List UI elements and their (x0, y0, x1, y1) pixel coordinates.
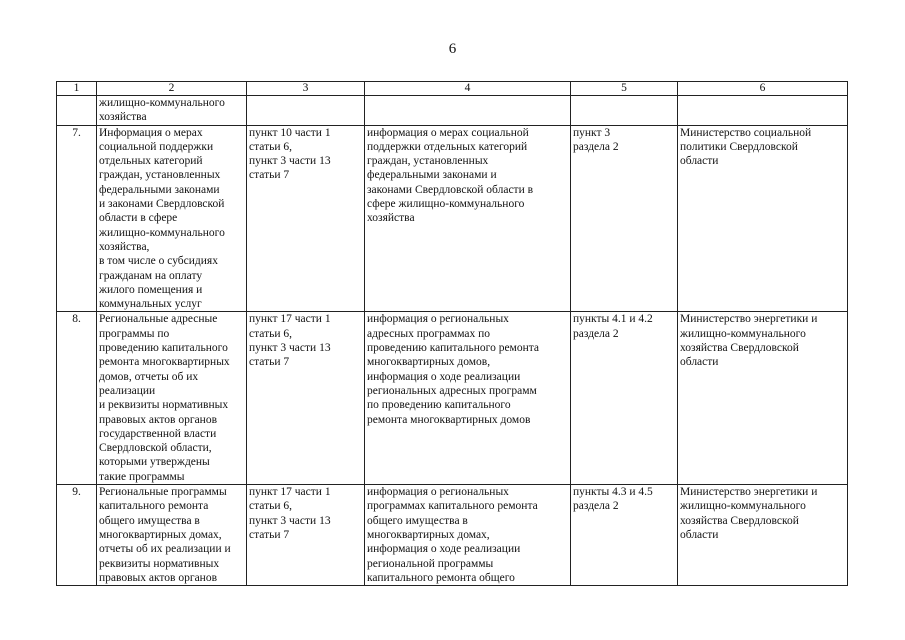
cell-legal-basis: пункт 10 части 1 статьи 6, пункт 3 части 13 статьи 7 (247, 125, 365, 312)
column-header: 6 (678, 82, 848, 96)
cell-information-name: Региональные программы капитального ремонта общего имущества в многоквартирных домах, отчеты об их реализации и реквизиты нормативных правовых актов органов (97, 485, 247, 586)
cell-responsible-body (678, 96, 848, 126)
cell-information-name: Региональные адресные программы по проведению капитального ремонта многоквартирных домов, отчеты об их реализации и реквизиты нормативных правовых актов органов государственной власти Свердловской области, которыми утверждены такие программы (97, 312, 247, 485)
cell-information-content: информация о мерах социальной поддержки отдельных категорий граждан, установленных федеральными законами и законами Свердловской области в сфере жилищно-коммунального хозяйства (365, 125, 571, 312)
column-header: 2 (97, 82, 247, 96)
cell-section (571, 96, 678, 126)
row-number: 8. (57, 312, 97, 485)
cell-information-content: информация о региональных адресных программах по проведению капитального ремонта многоквартирных домов, информация о ходе реализации региональных адресных программ по проведению капитального ремонта многоквартирных домов (365, 312, 571, 485)
table-row (57, 125, 848, 312)
cell-information-content (365, 96, 571, 126)
cell-section: пункт 3 раздела 2 (571, 125, 678, 312)
cell-section: пункты 4.3 и 4.5 раздела 2 (571, 485, 678, 586)
cell-information-name: Информация о мерах социальной поддержки отдельных категорий граждан, установленных федеральными законами и законами Свердловской области в сфере жилищно-коммунального хозяйства, в том числе о субсидиях гражданам на оплату жилого помещения и коммунальных услуг (97, 125, 247, 312)
row-number: 7. (57, 125, 97, 312)
cell-legal-basis: пункт 17 части 1 статьи 6, пункт 3 части 13 статьи 7 (247, 485, 365, 586)
cell-responsible-body: Министерство социальной политики Свердловской области (678, 125, 848, 312)
table-row (57, 312, 848, 485)
row-number (57, 96, 97, 126)
column-header: 4 (365, 82, 571, 96)
cell-legal-basis (247, 96, 365, 126)
table-row (57, 485, 848, 586)
column-header: 5 (571, 82, 678, 96)
row-number: 9. (57, 485, 97, 586)
cell-information-name: жилищно-коммунального хозяйства (97, 96, 247, 126)
page-number: 6 (448, 41, 457, 57)
cell-responsible-body: Министерство энергетики и жилищно-коммунального хозяйства Свердловской области (678, 485, 848, 586)
column-header: 3 (247, 82, 365, 96)
column-header: 1 (57, 82, 97, 96)
table-row (57, 96, 848, 126)
cell-responsible-body: Министерство энергетики и жилищно-коммунального хозяйства Свердловской области (678, 312, 848, 485)
document-table (56, 81, 848, 586)
cell-legal-basis: пункт 17 части 1 статьи 6, пункт 3 части 13 статьи 7 (247, 312, 365, 485)
table-header-row (57, 82, 848, 96)
cell-information-content: информация о региональных программах капитального ремонта общего имущества в многоквартирных домах, информация о ходе реализации региональной программы капитального ремонта общего (365, 485, 571, 586)
cell-section: пункты 4.1 и 4.2 раздела 2 (571, 312, 678, 485)
